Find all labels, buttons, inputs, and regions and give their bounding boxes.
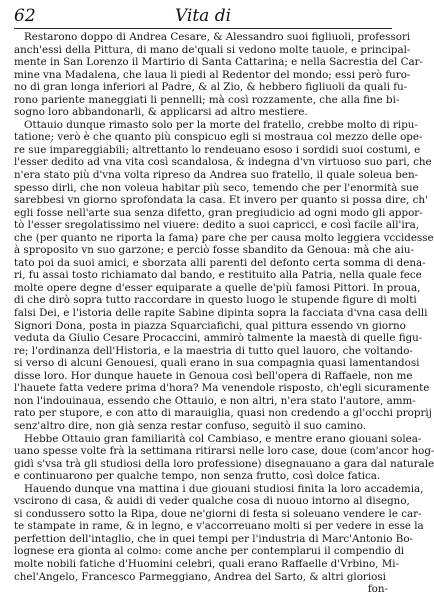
text-line: disse loro. Hor dunque hauete in Genoua così bell'opera di Raffaele, non me [14,369,413,382]
text-line: egli fosse nell'arte sua senza difetto, gran pregiudicio ad ogni modo gli appor- [14,206,423,219]
page-number: 62 [14,6,36,26]
text-line: Ottauio dunque rimasto solo per la morte del fratello, crebbe molto di ripu- [24,118,418,131]
text-line: rono pariente maneggiati li pennelli; mà così rozzamente, che alla fine bi- [14,93,400,106]
text-line: non l'indouinaua, essendo che Ottauio, e non altri, n'era stato l'autore, amm- [14,394,416,407]
paragraph [14,118,434,433]
text-line: anch'essi della Pittura, di mano de'quali si vedono molte tauole, e principal- [14,43,411,56]
text-line: lognese era gionta al colmo: come anche per contemplarui il compendio di [14,545,405,558]
paragraph [14,432,434,483]
text-line: n'era stato più d'vna volta ripreso da Andrea suo fratello, il quale soleua ben- [14,169,419,182]
text-line: molte nobili fatiche d'Huomini celebri, quali erano Raffaelle d'Vrbino, Mi- [14,557,400,570]
text-line: Hauendo dunque vna mattina i due giouani studiosi finita la loro accademia, [24,482,424,495]
text-line: tò l'esser sregolatissimo nel viuere: dedito a suoi capricci, e così facile all'ira, [14,219,420,232]
paragraph [14,482,424,596]
text-line: gidì s'vsa trà gli studiosi della loro professione) disegnauano a gara dal naturale [14,457,434,470]
text-line: si condussero sotto la Ripa, doue ne'giorni di festa si soleuano vendere le car- [14,507,422,520]
text-line: l'esser dedito ad vna vita così scandalosa, & indegna d'vn virtuoso suo pari, che [14,156,432,169]
text-line: Restarono doppo di Andrea Cesare, & Alessandro suoi figliuoli, professori [24,31,411,43]
text-line: sogno loro abbandonarli, & applicarsi ad altro mestiere. [14,106,308,119]
text-line: e continuarono per qualche tempo, non senza frutto, così dolce fatica. [14,470,381,483]
text-line: sarebbesi vn giorno sprofondata la casa. Et invero per quanto si possa dire, ch' [14,194,428,207]
text-line: re; l'ordinanza dell'Historia, e la maestria di tutto quel lauoro, che voltando- [14,344,413,357]
text-line: veduta da Giulio Cesare Procaccini, ammirò talmente la maestà di quelle figu- [14,332,423,345]
text-line: Signori Dona, posta in piazza Squarciafichi, qual pittura essendo vn giorno [14,319,406,332]
text-line: vscirono di casa, & auidi di veder qualche cosa di nuouo intorno al disegno, [14,495,410,508]
text-line: spesso dirli, che non voleua habitar più seco, temendo che per l'enormità sue [14,181,419,194]
text-line: che (per quanto ne riporta la fama) pare che per causa molto leggiera vccidesse [14,231,434,244]
text-line: mente in San Lorenzo il Martirio di Santa Cattarina; e nella Sacrestia del Car- [14,56,424,69]
running-head [14,6,392,29]
text-line: à sproposito vn suo garzone; e perciò fosse sbandito da Genoua: mà che aiu- [14,244,414,257]
text-line: mine vna Madalena, che laua li piedi al Redentor del mondo; essi però furo- [14,68,411,81]
text-line: di che dirò sopra tutto raccordare in questo luogo le stupende figure di molti [14,294,417,307]
text-line: tato poi da suoi amici, e sborzata alli parenti del defonto certa somma di dena- [14,256,426,269]
text-line: falsi Dei, e l'istoria delle rapite Sabine dipinta sopra la facciata d'vna casa delli [14,307,428,320]
text-line: senz'altro dire, non già senza restar confuso, seguitò il suo camino. [14,419,367,432]
text-line: l'hauete fatta vedere prima d'hora? Ma venendole risposto, ch'egli sicuramente [14,382,430,395]
text-line: rato per stupore, e con atto di marauiglia, quasi non credendo a gl'occhi proprij [14,407,432,420]
running-title: Vita di [174,6,232,26]
catchword: fon- [367,583,388,596]
text-line: re sue impareggiabili; altrettanto lo rendeuano esoso i sordidi suoi costumi, e [14,143,421,156]
body-text [14,31,434,596]
text-line: uano spesse volte frà la settimana ritirarsi nelle loro case, doue (com'ancor hog- [14,445,434,458]
text-line: tatione; verò è che quanto più conspicuo egli si mostraua col mezzo delle ope- [14,131,423,144]
text-line: Hebbe Ottauio gran familiarità col Cambiaso, e mentre erano giouani solea- [24,432,422,445]
text-line: ri, fu assai tosto richiamato dal bando, e restituito alla Patria, nella quale fece [14,269,422,282]
text-line: te stampate in rame, & in legno, e v'accorreuano molti si per vedere in esse la [14,520,424,533]
text-line: chel'Angelo, Francesco Parmeggiano, Andrea del Sarto, & altri gloriosi [14,570,386,583]
text-line: no di gran longa inferiori al Padre, & al Zio, & hebbero figliuoli da quali fu- [14,81,408,94]
text-line: si verso di alcuni Genouesi, quali erano in sua compagnia quasi lamentandosi [14,357,420,370]
text-line: perfettion dell'intaglio, che in quei tempi per l'industria di Marc'Antonio Bo- [14,532,414,545]
paragraph [14,31,424,119]
text-line: molte opere degne d'esser equiparate a quelle de'più famosi Pittori. In proua, [14,281,421,294]
